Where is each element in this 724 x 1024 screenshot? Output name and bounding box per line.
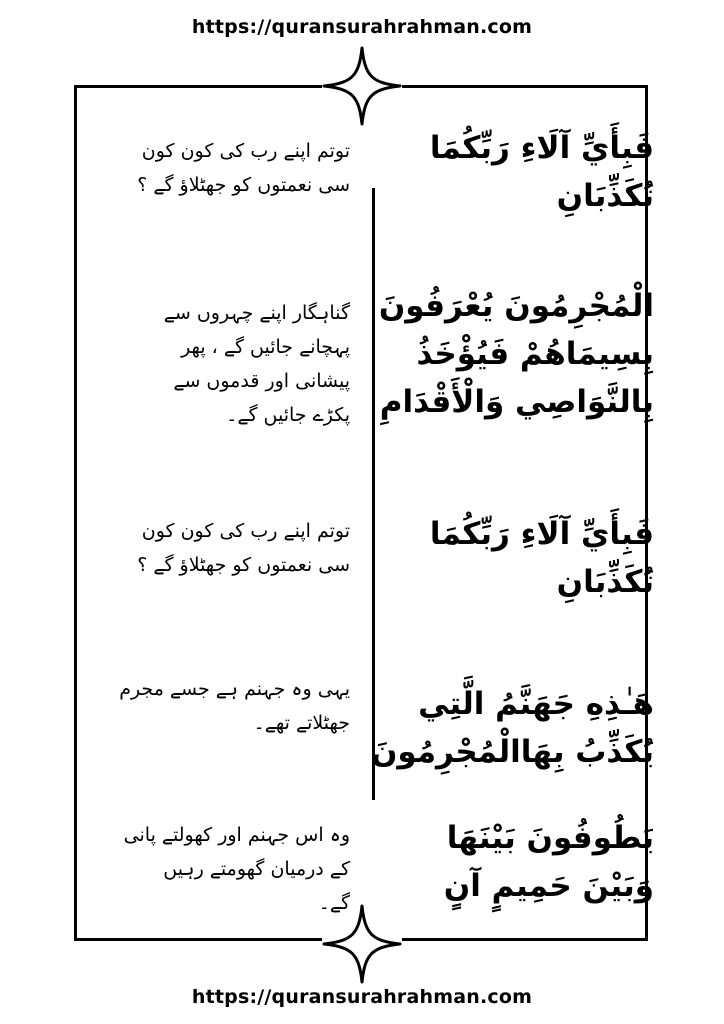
urdu-line: پہچانے جائیں گے ، پھر [181, 336, 350, 358]
urdu-line: توتم اپنے رب کی کون کون [141, 140, 350, 162]
verse-5-arabic [364, 814, 654, 910]
urdu-line: وہ اس جہنم اور کھولتے پانی [123, 824, 350, 846]
four-point-star-icon [322, 46, 402, 126]
verse-2-arabic [364, 282, 654, 426]
arabic-line: تُكَذِّبَانِ [556, 178, 654, 214]
urdu-line: پیشانی اور قدموں سے [173, 370, 350, 392]
urdu-line: توتم اپنے رب کی کون کون [141, 520, 350, 542]
verse-2-urdu [110, 296, 350, 432]
arabic-line: يُكَذِّبُ بِهَاالْمُجْرِمُونَ [370, 734, 654, 770]
urdu-line: گناہگار اپنے چہروں سے [163, 302, 350, 324]
arabic-line: بِالنَّوَاصِي وَالْأَقْدَامِ [379, 384, 654, 420]
urdu-line: یہی وہ جہنم ہے جسے مجرم [119, 678, 350, 700]
arabic-line: يَطُوفُونَ بَيْنَهَا [446, 820, 654, 856]
arabic-line: فَبِأَيِّ آلَاءِ رَبِّكُمَا [429, 516, 654, 552]
arabic-line: هَـٰذِهِ جَهَنَّمُ الَّتِي [418, 686, 654, 722]
verse-5-urdu [110, 818, 350, 920]
verse-1-arabic [364, 124, 654, 220]
urdu-line: سی نعمتوں کو جھٹلاؤ گے ؟ [137, 554, 350, 576]
arabic-line: فَبِأَيِّ آلَاءِ رَبِّكُمَا [429, 130, 654, 166]
urdu-line: کے درمیان گھومتے رہیں [163, 858, 350, 880]
verse-3-arabic [364, 510, 654, 606]
arabic-line: الْمُجْرِمُونَ يُعْرَفُونَ [378, 288, 654, 324]
verse-1-urdu [110, 134, 350, 202]
verse-4-arabic [364, 680, 654, 776]
verse-4-urdu [110, 672, 350, 740]
footer-url[interactable]: https://quransurahrahman.com [191, 986, 533, 1008]
urdu-line: پکڑے جائیں گے۔ [226, 404, 350, 426]
arabic-line: وَبَيْنَ حَمِيمٍ آنٍ [443, 868, 654, 904]
urdu-line: گے۔ [318, 892, 350, 914]
urdu-line: جھٹلاتے تھے۔ [253, 712, 350, 734]
urdu-line: سی نعمتوں کو جھٹلاؤ گے ؟ [137, 174, 350, 196]
verse-3-urdu [110, 514, 350, 582]
header-url[interactable]: https://quransurahrahman.com [191, 16, 533, 38]
arabic-line: تُكَذِّبَانِ [556, 564, 654, 600]
arabic-line: بِسِيمَاهُمْ فَيُؤْخَذُ [416, 336, 654, 372]
